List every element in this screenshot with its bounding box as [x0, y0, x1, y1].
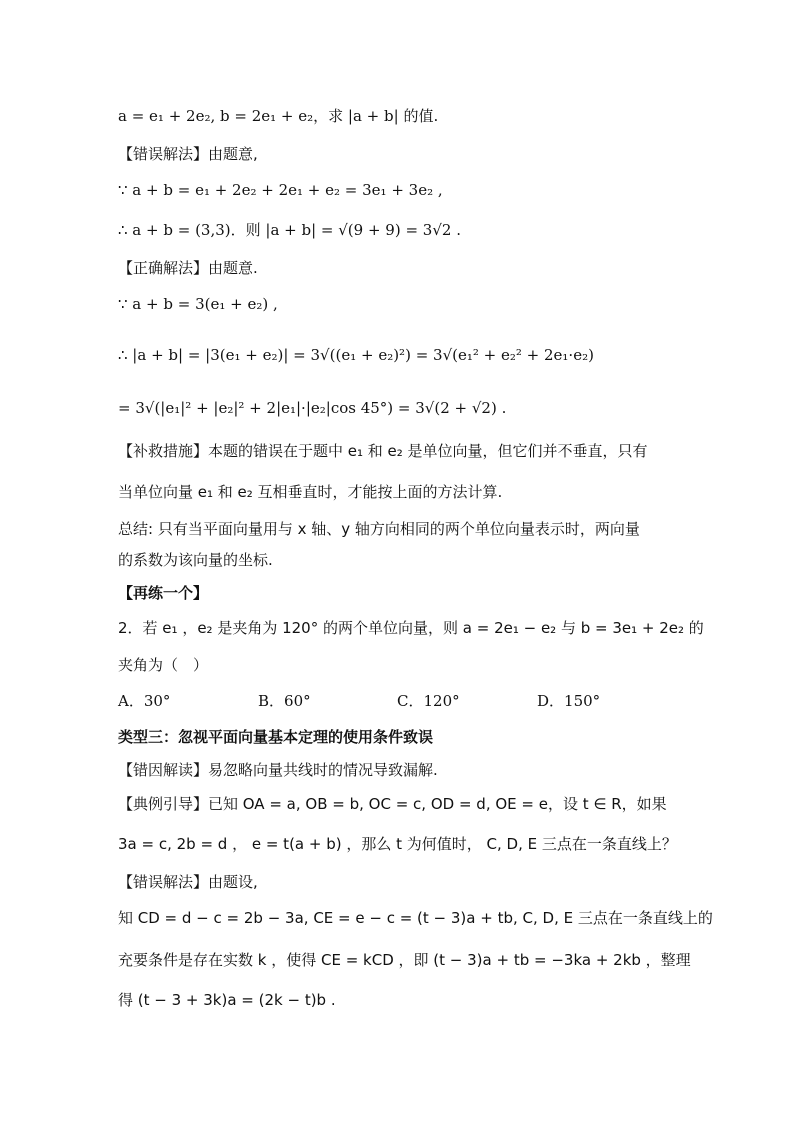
text-line-23: 得 (t − 3 + 3k)a = (2k − t)b .: [118, 991, 336, 1009]
option-a: A．30°: [118, 692, 171, 710]
text-line-19: 3a = c, 2b = d ， e = t(a + b) ，那么 t 为何值时， C, D, E 三点在一条直线上？: [118, 835, 677, 853]
text-line-5: 【正确解法】由题意.: [118, 259, 258, 277]
option-d: D．150°: [537, 692, 601, 710]
text-line-22: 充要条件是存在实数 k ，使得 CE = kCD ，即 (t − 3)a + tb = −3ka + 2kb ，整理: [118, 951, 691, 969]
text-line-14: 2．若 e₁ ，e₂ 是夹角为 120° 的两个单位向量，则 a = 2e₁ − e₂ 与 b = 3e₁ + 2e₂ 的: [118, 619, 704, 637]
text-line-15: 夹角为（ ）: [118, 656, 209, 674]
section-heading: 类型三：忽视平面向量基本定理的使用条件致误: [118, 728, 434, 746]
text-line-21: 知 CD = d − c = 2b − 3a, CE = e − c = (t − 3)a + tb, C, D, E 三点在一条直线上的: [118, 909, 713, 927]
text-line-9: 【补救措施】本题的错误在于题中 e₁ 和 e₂ 是单位向量，但它们并不垂直，只有: [118, 442, 648, 460]
text-line-11: 总结: 只有当平面向量用与 x 轴、y 轴方向相同的两个单位向量表示时，两向量: [118, 520, 640, 538]
text-line-13: 【再练一个】: [118, 584, 209, 602]
text-line-10: 当单位向量 e₁ 和 e₂ 互相垂直时，才能按上面的方法计算.: [118, 483, 503, 501]
text-line-3: ∵ a + b = e₁ + 2e₂ + 2e₁ + e₂ = 3e₁ + 3e₂ ,: [118, 181, 443, 199]
text-line-2: 【错误解法】由题意,: [118, 145, 258, 163]
text-line-7: ∴ |a + b| = |3(e₁ + e₂)| = 3√((e₁ + e₂)²) = 3√(e₁² + e₂² + 2e₁·e₂): [118, 346, 594, 364]
text-line-17: 【错因解读】易忽略向量共线时的情况导致漏解.: [118, 761, 438, 779]
text-line-12: 的系数为该向量的坐标.: [118, 551, 273, 569]
text-line-1: a = e₁ + 2e₂, b = 2e₁ + e₂，求 |a + b| 的值.: [118, 107, 439, 125]
text-line-20: 【错误解法】由题设,: [118, 873, 258, 891]
text-line-4: ∴ a + b = (3,3)．则 |a + b| = √(9 + 9) = 3√2 .: [118, 221, 461, 239]
text-line-8: = 3√(|e₁|² + |e₂|² + 2|e₁|·|e₂|cos 45°) = 3√(2 + √2) .: [118, 399, 507, 417]
text-line-18: 【典例引导】已知 OA = a, OB = b, OC = c, OD = d, OE = e，设 t ∈ R，如果: [118, 795, 667, 813]
option-b: B．60°: [258, 692, 311, 710]
text-line-6: ∵ a + b = 3(e₁ + e₂) ,: [118, 295, 278, 313]
option-c: C．120°: [397, 692, 460, 710]
